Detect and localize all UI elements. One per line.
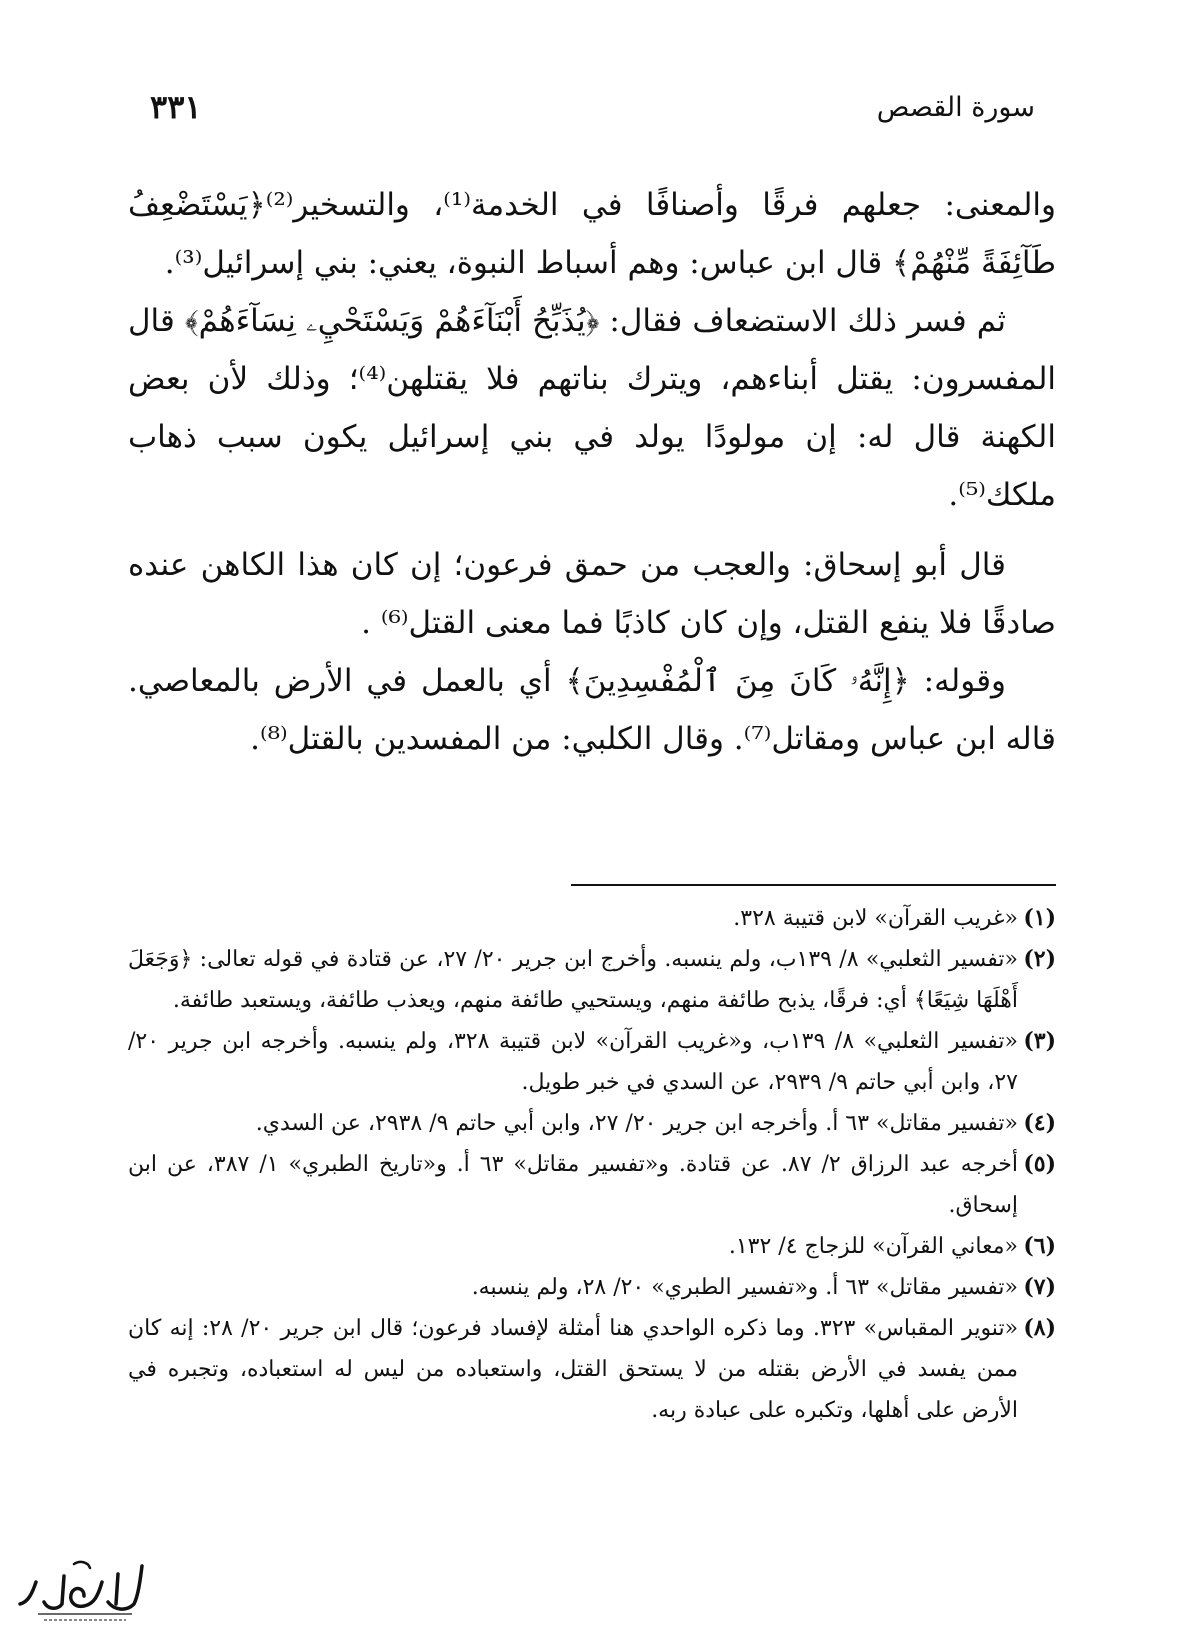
footnote-text: «تفسير مقاتل» ٦٣ أ. و«تفسير الطبري» ٢٠/ ٢٨، ولم ينسبه. bbox=[471, 1275, 1018, 1300]
paragraph: ثم فسر ذلك الاستضعاف فقال: ﴿يُذَبِّحُ أَبْنَآءَهُمْ وَيَسْتَحْيِۦ نِسَآءَهُمْ﴾ قال المفسرون: يقتل أبناءهم، ويترك بناتهم فلا يقتلهن⁽⁴⁾؛ وذلك لأن بعض الكهنة قال له: إن مولودًا يولد في بني إسرائيل يكون سبب ذهاب ملكك⁽⁵⁾. bbox=[128, 303, 1057, 513]
main-text bbox=[128, 176, 1056, 768]
footnote bbox=[128, 898, 1056, 939]
footnote bbox=[128, 1021, 1056, 1103]
footnote-divider bbox=[571, 884, 1056, 886]
footnote bbox=[128, 939, 1056, 1021]
paragraph: قال أبو إسحاق: والعجب من حمق فرعون؛ إن كان هذا الكاهن عنده صادقًا فلا ينفع القتل، وإن كان كاذبًا فما معنى القتل⁽⁶⁾ . bbox=[128, 547, 1056, 641]
footnote-text: «تفسير مقاتل» ٦٣ أ. وأخرجه ابن جرير ٢٠/ ٢٧، وابن أبي حاتم ٩/ ٢٩٣٨، عن السدي. bbox=[255, 1111, 1018, 1136]
footnote-text: «تفسير الثعلبي» ٨/ ١٣٩ب، و«غريب القرآن» لابن قتيبة ٣٢٨، ولم ينسبه. وأخرجه ابن جرير ٢٠/ ٢٧، وابن أبي حاتم ٩/ ٢٩٣٩، عن السدي في خبر طويل. bbox=[128, 1029, 1019, 1095]
footnote-number: (٥) bbox=[1023, 1151, 1056, 1177]
footnote bbox=[128, 1103, 1056, 1144]
library-stamp-logo bbox=[14, 1552, 154, 1626]
paragraph: والمعنى: جعلهم فرقًا وأصنافًا في الخدمة⁽¹⁾، والتسخير⁽²⁾﴿يَسْتَضْعِفُ طَآئِفَةً مِّنْهُمْ﴾ قال ابن عباس: وهم أسباط النبوة، يعني: بني إسرائيل⁽³⁾. bbox=[128, 187, 1056, 281]
footnote-text: أخرجه عبد الرزاق ٢/ ٨٧. عن قتادة. و«تفسير مقاتل» ٦٣ أ. و«تاريخ الطبري» ١/ ٣٨٧، عن ابن إسحاق. bbox=[128, 1152, 1018, 1218]
paragraph: وقوله: ﴿إِنَّهُۥ كَانَ مِنَ ٱلْمُفْسِدِينَ﴾ أي بالعمل في الأرض بالمعاصي. قاله ابن عباس ومقاتل⁽⁷⁾. وقال الكلبي: من المفسدين بالقتل⁽⁸⁾. bbox=[128, 663, 1056, 757]
footnote bbox=[128, 1226, 1056, 1267]
footnote-text: «تفسير الثعلبي» ٨/ ١٣٩ب، ولم ينسبه. وأخرج ابن جرير ٢٠/ ٢٧، عن قتادة في قوله تعالى: ﴿وَجَعَلَ أَهْلَهَا شِيَعًا﴾ أي: فرقًا، يذبح طائفة منهم، ويستحيي طائفة منهم، ويعذب طائفة، ويستعبد طائفة. bbox=[128, 947, 1019, 1013]
footnote-text: «معاني القرآن» للزجاج ٤/ ١٣٢. bbox=[728, 1234, 1018, 1259]
footnote-number: (٨) bbox=[1023, 1315, 1056, 1341]
footnote bbox=[128, 1144, 1056, 1226]
footnote bbox=[128, 1267, 1056, 1308]
footnote-number: (٣) bbox=[1023, 1028, 1056, 1054]
footnote-number: (٢) bbox=[1023, 946, 1056, 972]
footnote bbox=[128, 1308, 1056, 1431]
footnote-number: (٧) bbox=[1023, 1274, 1056, 1300]
footnote-number: (٤) bbox=[1023, 1110, 1056, 1136]
footnote-text: «غريب القرآن» لابن قتيبة ٣٢٨. bbox=[733, 906, 1018, 931]
page-number: ٣٣١ bbox=[150, 88, 202, 126]
footnote-number: (٦) bbox=[1023, 1233, 1056, 1259]
footnote-text: «تنوير المقباس» ٣٢٣. وما ذكره الواحدي هنا أمثلة لإفساد فرعون؛ قال ابن جرير ٢٠/ ٢٨: إنه كان ممن يفسد في الأرض بقتله من لا يستحق القتل، واستعباده من ليس له استعباده، وتجبره في الأرض على أهلها، وتكبره على عبادة ربه. bbox=[128, 1316, 1019, 1423]
page-header bbox=[150, 88, 1035, 132]
footnotes bbox=[128, 898, 1056, 1431]
footnote-number: (١) bbox=[1023, 905, 1056, 931]
running-title: سورة القصص bbox=[876, 92, 1035, 123]
